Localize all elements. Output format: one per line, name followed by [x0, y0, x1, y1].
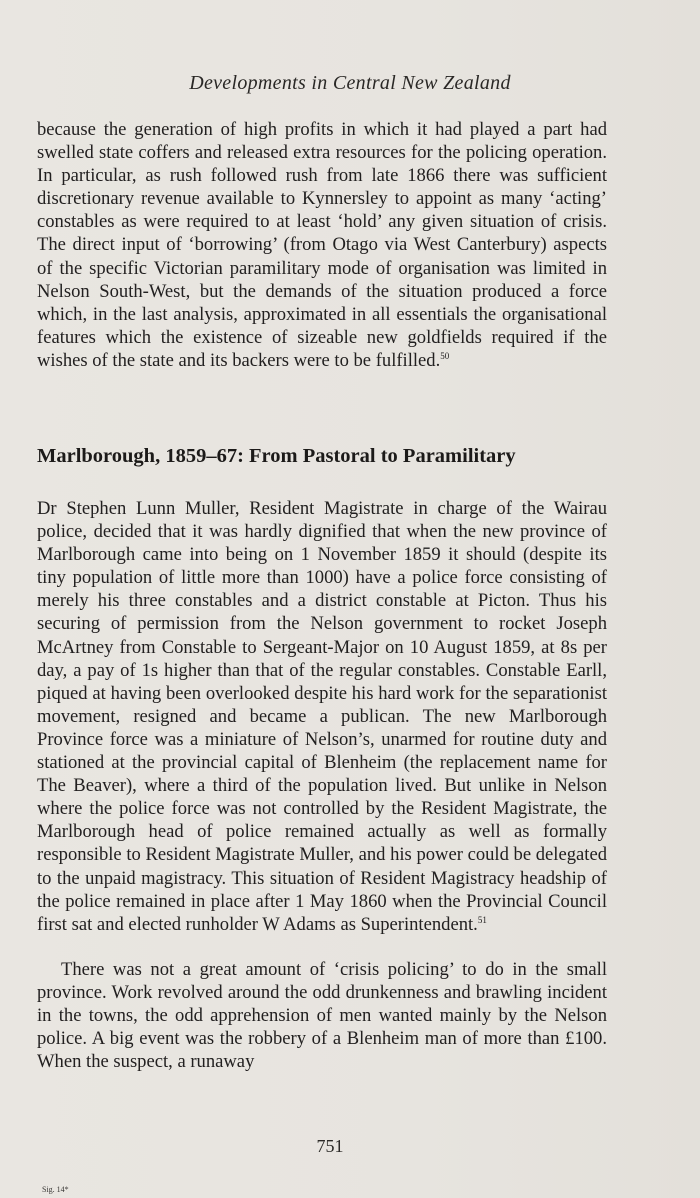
paragraph-crisis-policing [37, 958, 607, 1073]
paragraph-text [37, 497, 607, 936]
signature-mark: Sig. 14* [42, 1185, 69, 1194]
paragraph-continuation [37, 118, 607, 372]
paragraph-body: Dr Stephen Lunn Muller, Resident Magistrate in charge of the Wairau police, decided that it was hardly dignified that when the new province of Marlborough came into being on 1 November 1859 it should (despite its tiny population of little more than 1000) have a police force consisting of merely his three constables and a district constable at Picton. Thus his securing of permission from the Nelson government to rocket Joseph McArtney from Constable to Sergeant-Major on 10 August 1859, at 8s per day, a pay of 1s higher than that of the regular constables. Constable Earll, piqued at having been overlooked despite his hard work for the separationist movement, resigned and became a publican. The new Marlborough Province force was a miniature of Nelson’s, unarmed for routine duty and stationed at the provincial capital of Blenheim (the replacement name for The Beaver), where a third of the population lived. But unlike in Nelson where the police force was not controlled by the Resident Magistrate, the Marlborough head of police remained actually as well as formally responsible to Resident Magistrate Muller, and his power could be delegated to the unpaid magistracy. This situation of Resident Magistracy headship of the police remained in place after 1 May 1860 when the Provincial Council first sat and elected runholder W Adams as Superintendent. [37, 498, 607, 935]
footnote-marker: 51 [477, 914, 487, 925]
paragraph-body: because the generation of high profits in which it had played a part had swelled state coffers and released extra resources for the policing operation. In particular, as rush followed rush from late 1866 there was sufficient discretionary revenue available to Kynnersley to appoint as many ‘acting’ constables as were required to at least ‘hold’ any given situation of crisis. The direct input of ‘borrowing’ (from Otago via West Canterbury) aspects of the specific Victorian paramilitary mode of organisation was limited in Nelson South-West, but the demands of the situation produced a force which, in the last analysis, approximated in all essentials the organisational features which the existence of sizeable new goldfields required if the wishes of the state and its backers were to be fulfilled. [37, 119, 607, 371]
section-heading: Marlborough, 1859–67: From Pastoral to Paramilitary [37, 445, 516, 467]
page-number: 751 [316, 1136, 344, 1156]
paragraph-marlborough-intro [37, 497, 607, 936]
paragraph-text [37, 118, 607, 372]
paragraph-text: There was not a great amount of ‘crisis policing’ to do in the small province. Work revolved around the odd drunkenness and brawling incident in the towns, the odd apprehension of men wanted mainly by the Nelson police. A big event was the robbery of a Blenheim man of more than £100. When the suspect, a runaway [37, 959, 607, 1073]
running-head: Developments in Central New Zealand [189, 72, 511, 94]
footnote-marker: 50 [440, 350, 450, 361]
